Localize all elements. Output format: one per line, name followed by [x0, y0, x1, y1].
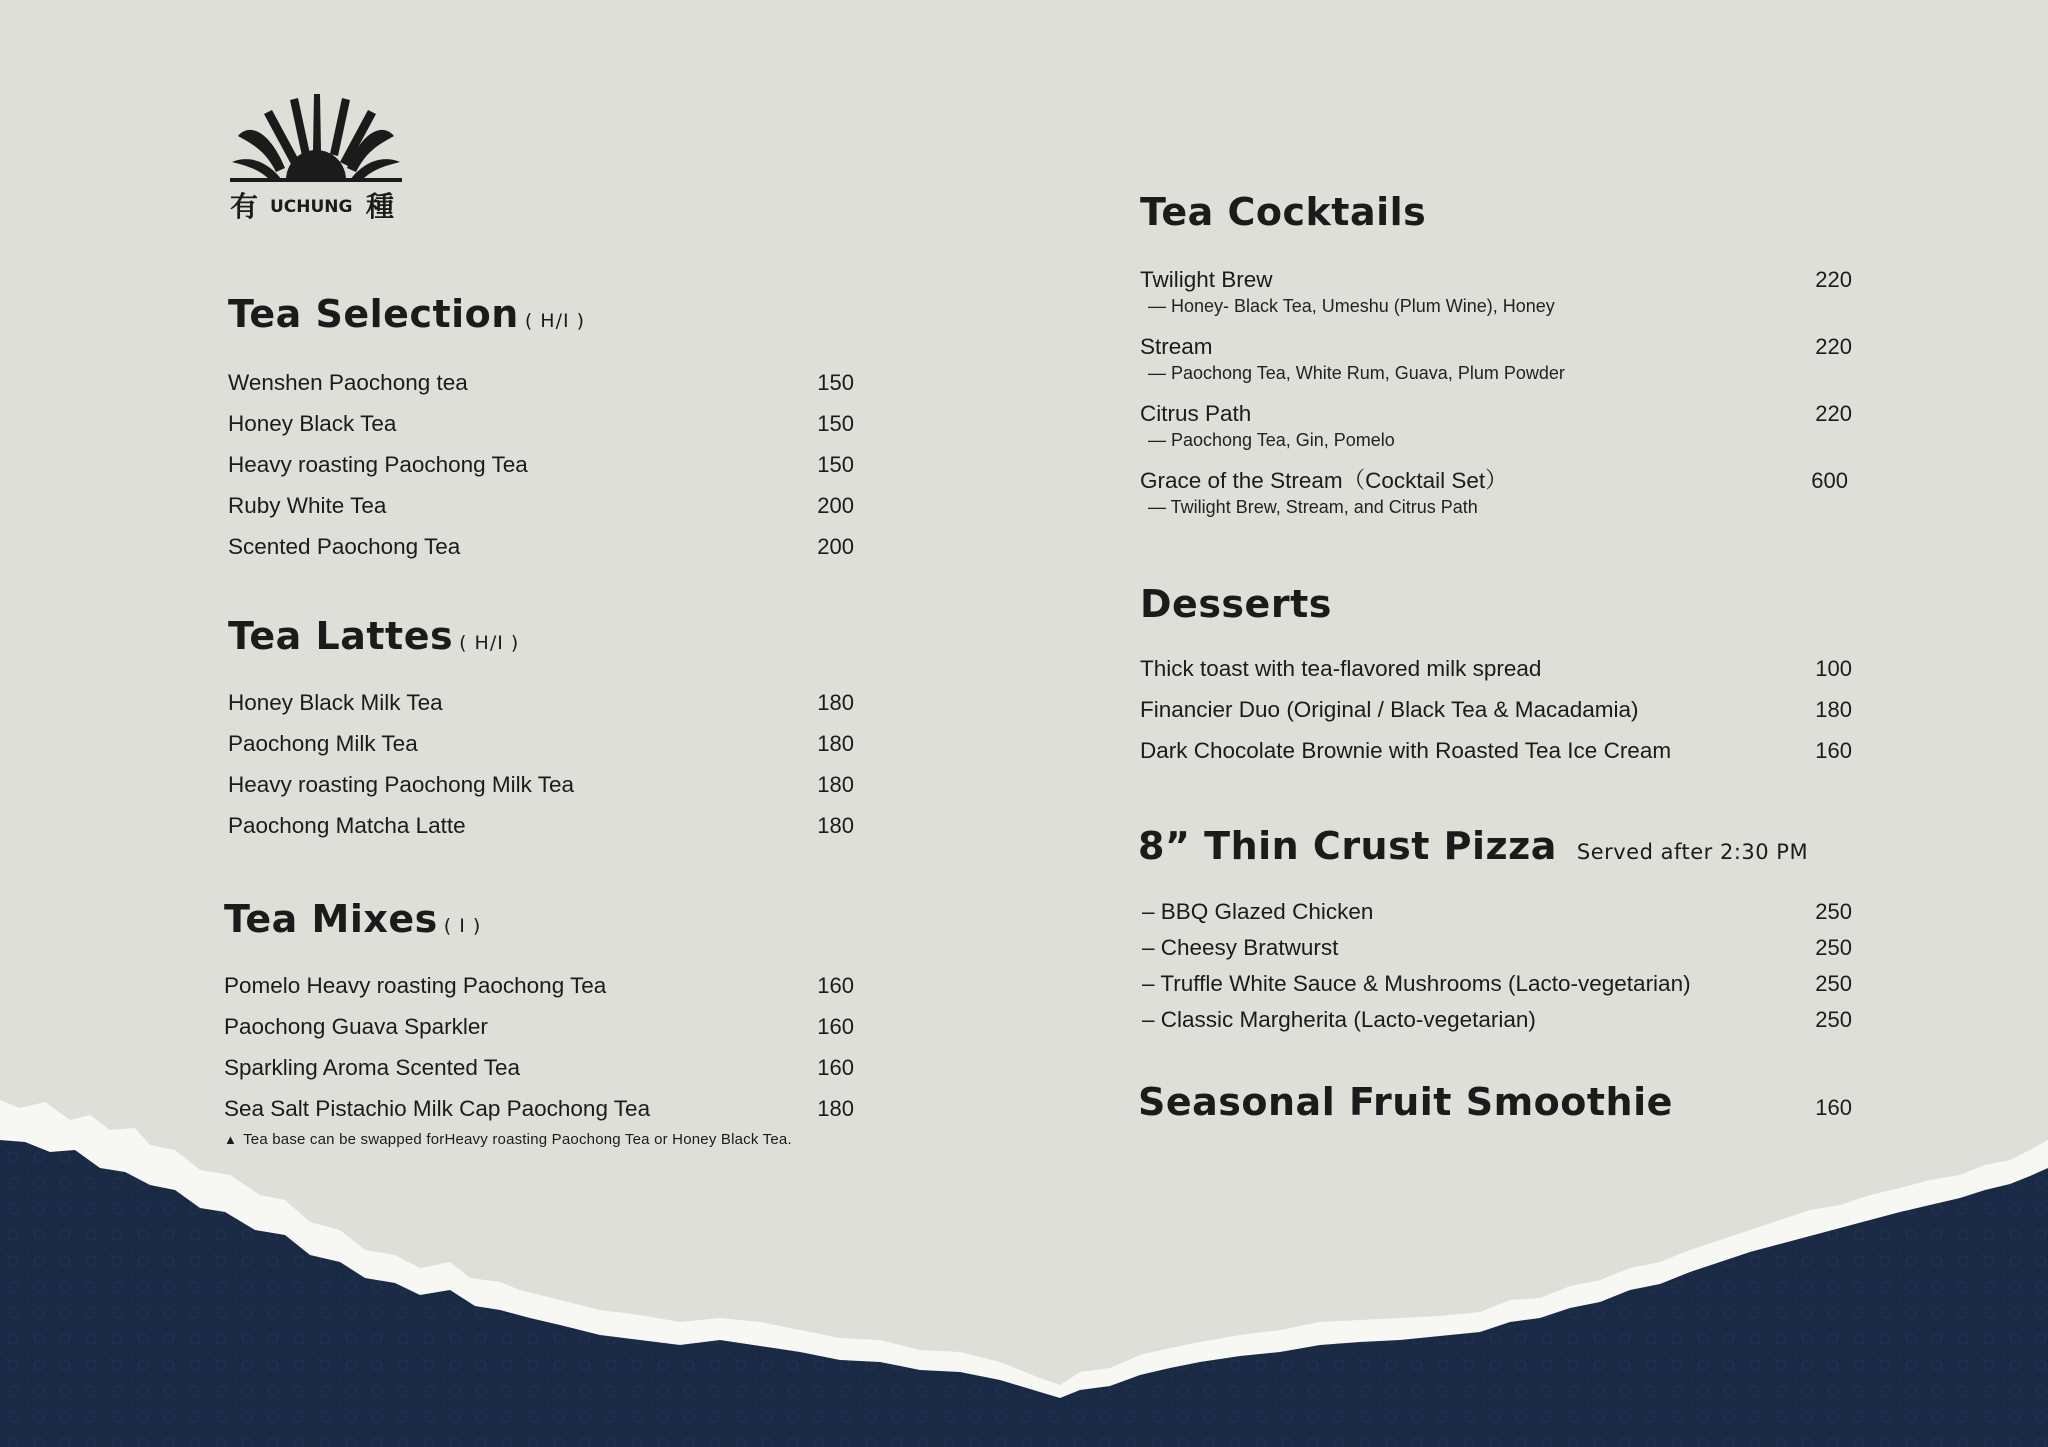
item-price: 200 [817, 533, 854, 559]
menu-item [224, 1088, 854, 1129]
menu-item [1142, 966, 1852, 1002]
item-price: 100 [1815, 655, 1852, 681]
item-name: – Classic Margherita (Lacto-vegetarian) [1142, 1006, 1536, 1032]
item-price: 180 [817, 1095, 854, 1121]
item-name: Honey Black Tea [228, 410, 397, 436]
uchung-logo [230, 92, 402, 222]
item-name: Heavy roasting Paochong Milk Tea [228, 771, 575, 797]
item-name: Paochong Matcha Latte [228, 812, 466, 838]
item-name: Ruby White Tea [228, 492, 387, 518]
item-description: — Honey- Black Tea, Umeshu (Plum Wine), Honey [1148, 295, 1555, 316]
menu-item [1142, 894, 1852, 930]
item-price: 160 [1815, 1095, 1852, 1120]
pizza-section [1138, 824, 1852, 1038]
section-title [224, 897, 854, 943]
section-title [228, 614, 854, 660]
menu-item [1140, 400, 1852, 467]
menu-item [1140, 467, 1852, 534]
item-price: 180 [1815, 696, 1852, 722]
menu-item [1142, 1002, 1852, 1038]
item-price: 150 [817, 369, 854, 395]
menu-item [1140, 266, 1852, 333]
tea-selection-title: Tea Selection [228, 292, 519, 336]
menu-item [1140, 648, 1852, 689]
item-name: Sea Salt Pistachio Milk Cap Paochong Tea [224, 1095, 651, 1121]
menu-item [224, 1047, 854, 1088]
item-name: Heavy roasting Paochong Tea [228, 451, 528, 477]
item-name: Twilight Brew [1140, 266, 1273, 292]
item-price: 160 [817, 1013, 854, 1039]
item-description: — Twilight Brew, Stream, and Citrus Path [1148, 496, 1478, 517]
tea-cocktails-title: Tea Cocktails [1140, 190, 1427, 234]
menu-item [228, 485, 854, 526]
tea-mixes-section [224, 897, 854, 1148]
item-price: 220 [1815, 333, 1852, 359]
item-name: Grace of the Stream（Cocktail Set） [1140, 467, 1508, 493]
menu-item [228, 526, 854, 567]
item-name: – BBQ Glazed Chicken [1142, 898, 1374, 924]
smoothie-row [1138, 1080, 1852, 1126]
item-name: – Cheesy Bratwurst [1142, 934, 1339, 960]
section-title [1138, 824, 1852, 870]
pizza-served-note: Served after 2:30 PM [1576, 840, 1809, 864]
menu-item [1140, 689, 1852, 730]
item-name: – Truffle White Sauce & Mushrooms (Lacto-vegetarian) [1142, 970, 1691, 996]
item-price: 160 [1815, 737, 1852, 763]
item-name: Paochong Milk Tea [228, 730, 418, 756]
item-name: Dark Chocolate Brownie with Roasted Tea Ice Cream [1140, 737, 1672, 763]
tea-lattes-note: ( H/I ) [459, 632, 520, 654]
item-description: — Paochong Tea, Gin, Pomelo [1148, 429, 1395, 450]
item-name: Scented Paochong Tea [228, 533, 461, 559]
smoothie-title: Seasonal Fruit Smoothie [1138, 1080, 1673, 1124]
menu-item [224, 965, 854, 1006]
item-price: 250 [1815, 898, 1852, 924]
footnote-text: Tea base can be swapped forHeavy roasting Paochong Tea or Honey Black Tea. [243, 1130, 792, 1148]
tea-cocktails-section [1140, 190, 1852, 534]
menu-item [228, 403, 854, 444]
menu-item [224, 1006, 854, 1047]
item-price: 250 [1815, 1006, 1852, 1032]
menu-item [228, 444, 854, 485]
item-price: 220 [1815, 266, 1852, 292]
triangle-icon: ▲ [224, 1131, 238, 1147]
tea-selection-note: ( H/I ) [524, 310, 586, 332]
item-price: 150 [817, 451, 854, 477]
item-price: 200 [817, 492, 854, 518]
item-price: 180 [817, 771, 854, 797]
item-price: 160 [817, 972, 854, 998]
desserts-title: Desserts [1140, 582, 1332, 626]
section-title [228, 292, 854, 338]
item-name: Financier Duo (Original / Black Tea & Macadamia) [1140, 696, 1639, 722]
menu-item [1140, 730, 1852, 771]
item-name: Pomelo Heavy roasting Paochong Tea [224, 972, 607, 998]
pizza-title: 8” Thin Crust Pizza [1138, 824, 1557, 868]
item-price: 180 [817, 730, 854, 756]
logo-right-char: 種 [366, 190, 395, 222]
smoothie-section [1138, 1080, 1852, 1126]
logo-left-char: 有 [230, 190, 259, 222]
logo-wordmark: UCHUNG [270, 197, 353, 217]
item-name: Citrus Path [1140, 400, 1252, 426]
tea-base-footnote [224, 1131, 854, 1148]
item-name: Stream [1140, 333, 1213, 359]
tea-mixes-note: ( I ) [443, 915, 482, 937]
item-price: 250 [1815, 970, 1852, 996]
item-price: 160 [817, 1054, 854, 1080]
item-name: Sparkling Aroma Scented Tea [224, 1054, 521, 1080]
item-price: 250 [1815, 934, 1852, 960]
menu-item [228, 723, 854, 764]
desserts-section [1140, 582, 1852, 771]
item-name: Thick toast with tea-flavored milk spread [1140, 655, 1542, 681]
item-name: Honey Black Milk Tea [228, 689, 443, 715]
menu-item [228, 362, 854, 403]
menu-item [1142, 930, 1852, 966]
item-price: 600 [1811, 467, 1848, 493]
menu-item [228, 805, 854, 846]
item-description: — Paochong Tea, White Rum, Guava, Plum Powder [1148, 362, 1565, 383]
tea-lattes-title: Tea Lattes [228, 614, 454, 658]
tea-selection-section [228, 292, 854, 567]
menu-item [228, 764, 854, 805]
item-name: Paochong Guava Sparkler [224, 1013, 488, 1039]
menu-item [1140, 333, 1852, 400]
item-price: 220 [1815, 400, 1852, 426]
menu-item [228, 682, 854, 723]
item-price: 150 [817, 410, 854, 436]
tea-lattes-section [228, 614, 854, 846]
tea-mixes-title: Tea Mixes [224, 897, 438, 941]
item-price: 180 [817, 812, 854, 838]
item-price: 180 [817, 689, 854, 715]
item-name: Wenshen Paochong tea [228, 369, 468, 395]
